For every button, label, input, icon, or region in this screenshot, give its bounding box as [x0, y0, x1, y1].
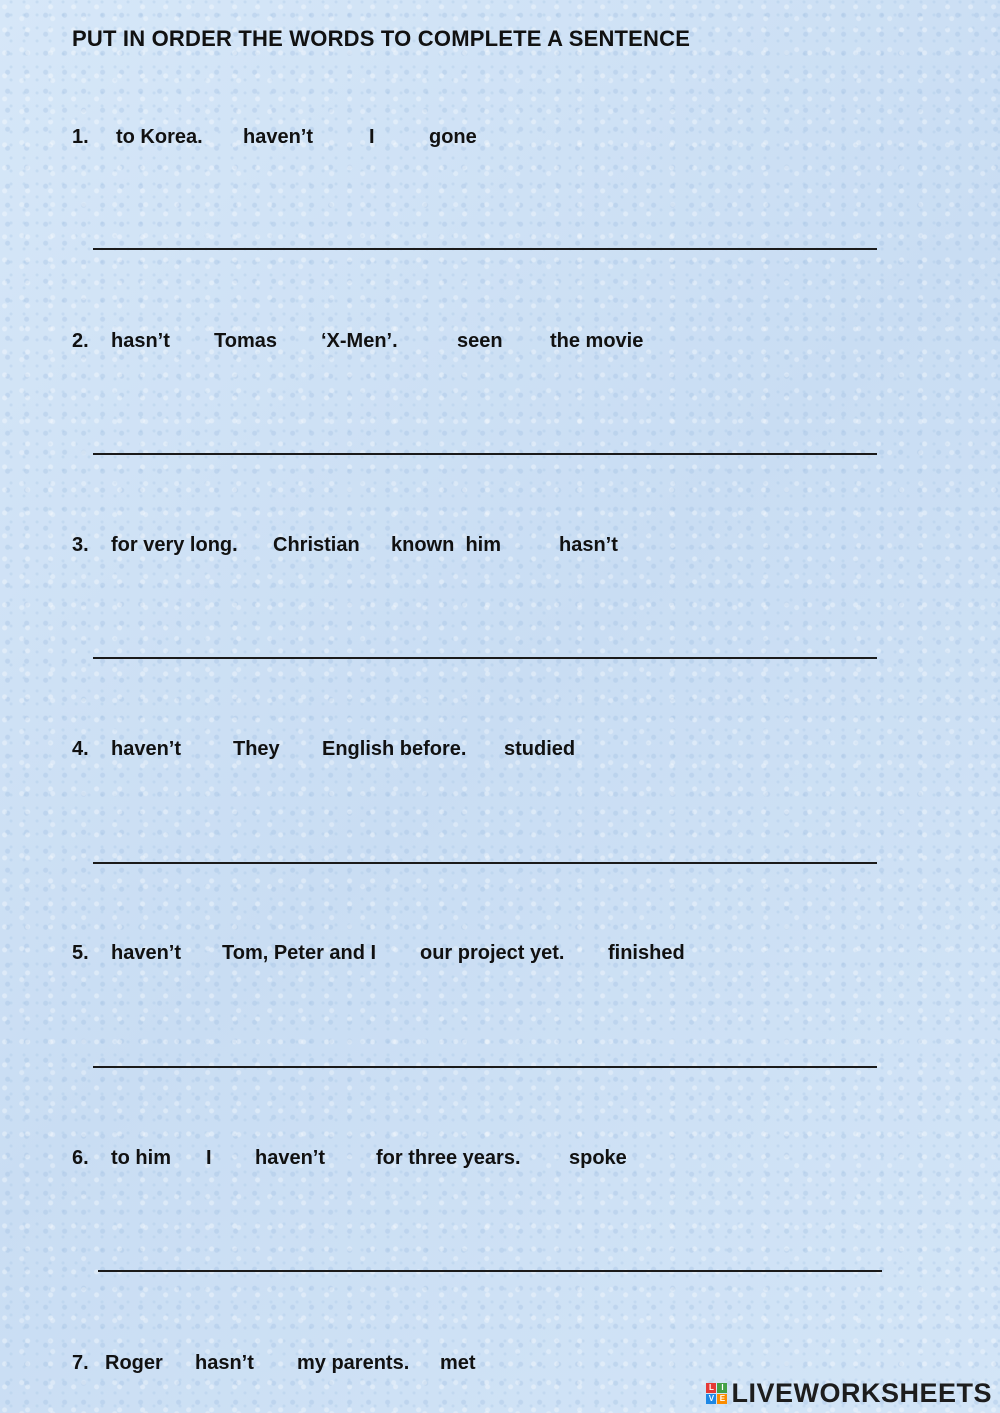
logo-mark-icon	[706, 1383, 727, 1404]
word-chip[interactable]: spoke	[569, 1147, 627, 1169]
item-number: 4.	[72, 738, 89, 760]
logo-mark-letter: I	[717, 1383, 727, 1393]
item-number: 6.	[72, 1147, 89, 1169]
answer-line-5[interactable]	[93, 1066, 877, 1068]
word-chip[interactable]: Tomas	[214, 330, 277, 352]
word-chip[interactable]: to Korea.	[116, 126, 203, 148]
word-chip[interactable]: I	[206, 1147, 212, 1169]
item-number: 3.	[72, 534, 89, 556]
word-chip[interactable]: for three years.	[376, 1147, 521, 1169]
word-chip[interactable]: seen	[457, 330, 503, 352]
answer-line-1[interactable]	[93, 248, 877, 250]
item-number: 5.	[72, 942, 89, 964]
word-chip[interactable]: haven’t	[111, 942, 182, 964]
word-chip[interactable]: hasn’t	[195, 1352, 254, 1374]
word-chip[interactable]: known him	[391, 534, 501, 556]
word-chip[interactable]: Roger	[105, 1352, 163, 1374]
liveworksheets-logo	[706, 1378, 992, 1409]
word-chip[interactable]: English before.	[322, 738, 467, 760]
word-chip[interactable]: gone	[429, 126, 477, 148]
word-chip[interactable]: the movie	[550, 330, 644, 352]
word-chip[interactable]: to him	[111, 1147, 171, 1169]
word-chip[interactable]: haven’t	[243, 126, 314, 148]
word-chip[interactable]: for very long.	[111, 534, 238, 556]
word-chip[interactable]: studied	[504, 738, 576, 760]
word-chip[interactable]: finished	[608, 942, 685, 964]
logo-text: LIVEWORKSHEETS	[731, 1378, 992, 1408]
word-chip[interactable]: haven’t	[111, 738, 182, 760]
word-chip[interactable]: ‘X-Men’.	[321, 330, 398, 352]
word-chip[interactable]: met	[440, 1352, 476, 1374]
item-number: 2.	[72, 330, 89, 352]
word-chip[interactable]: They	[233, 738, 280, 760]
word-chip[interactable]: hasn’t	[559, 534, 618, 556]
logo-mark-letter: E	[717, 1394, 727, 1404]
answer-line-4[interactable]	[93, 862, 877, 864]
answer-line-6[interactable]	[98, 1270, 882, 1272]
worksheet-title: PUT IN ORDER THE WORDS TO COMPLETE A SENTENCE	[72, 26, 691, 51]
word-chip[interactable]: our project yet.	[420, 942, 565, 964]
answer-line-3[interactable]	[93, 657, 877, 659]
word-chip[interactable]: my parents.	[297, 1352, 410, 1374]
word-chip[interactable]: Christian	[273, 534, 360, 556]
item-number: 7.	[72, 1352, 89, 1374]
logo-mark-letter: V	[706, 1394, 716, 1404]
item-number: 1.	[72, 126, 89, 148]
word-chip[interactable]: Tom, Peter and I	[222, 942, 377, 964]
answer-line-2[interactable]	[93, 453, 877, 455]
word-chip[interactable]: hasn’t	[111, 330, 170, 352]
word-chip[interactable]: I	[369, 126, 375, 148]
logo-mark-letter: L	[706, 1383, 716, 1393]
word-chip[interactable]: haven’t	[255, 1147, 326, 1169]
